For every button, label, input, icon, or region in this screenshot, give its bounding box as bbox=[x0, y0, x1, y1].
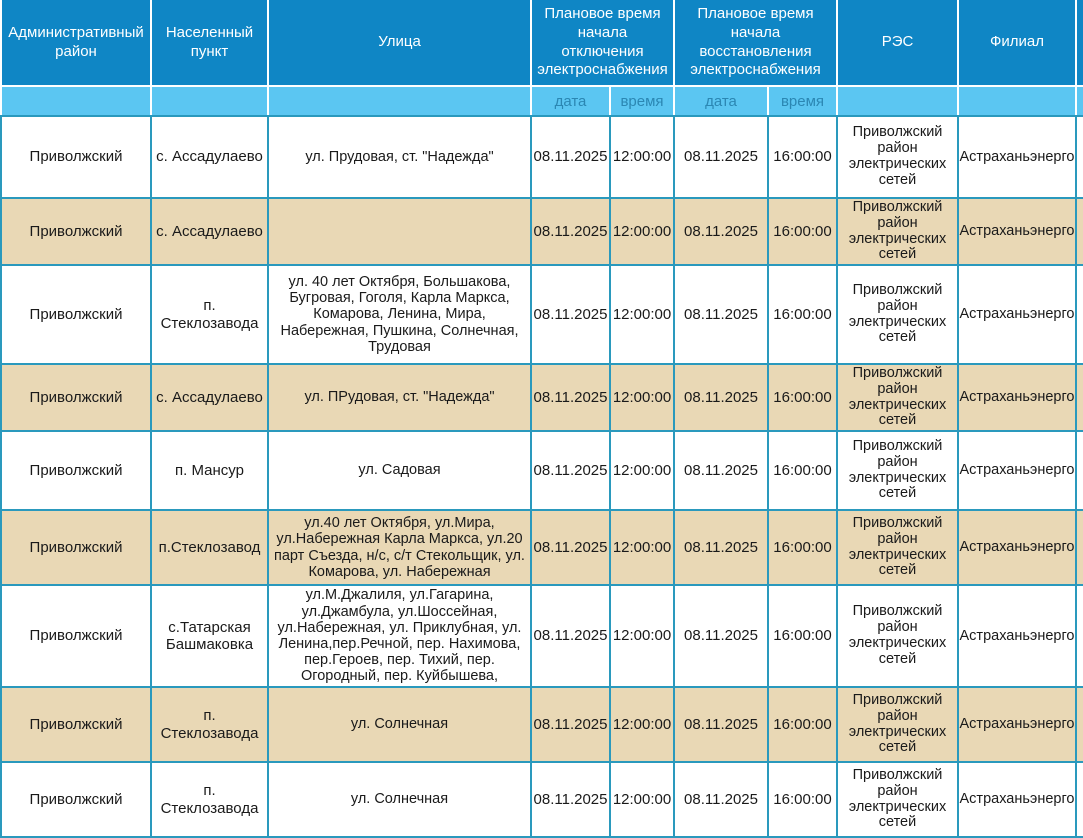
cell-street: ул. Садовая bbox=[269, 432, 530, 509]
cell-edge-sliver bbox=[1077, 266, 1083, 363]
cell-settlement: с. Ассадулаево bbox=[152, 199, 267, 264]
cell-street: ул.40 лет Октября, ул.Мира, ул.Набережная Карла Маркса, ул.20 парт Съезда, н/с, с/т Стекольщик, ул. Комарова, ул. Набережная bbox=[269, 511, 530, 584]
cell-settlement: п.Стеклозавод bbox=[152, 511, 267, 584]
cell-street bbox=[269, 199, 530, 264]
cell-district: Приволжский bbox=[2, 199, 150, 264]
cell-on-date: 08.11.2025 bbox=[675, 117, 767, 197]
cell-on-time: 16:00:00 bbox=[769, 688, 836, 761]
header-cell-restore-start: Плановое время начала восстановления электроснабжения bbox=[675, 0, 836, 85]
cell-on-time: 16:00:00 bbox=[769, 586, 836, 686]
cell-street: ул. Солнечная bbox=[269, 688, 530, 761]
cell-res: Приволжский район электрических сетей bbox=[838, 266, 957, 363]
subheader-empty-edge-sliver bbox=[1077, 87, 1083, 115]
cell-off-time: 12:00:00 bbox=[611, 266, 673, 363]
cell-on-date: 08.11.2025 bbox=[675, 365, 767, 430]
cell-edge-sliver bbox=[1077, 199, 1083, 264]
cell-settlement: с. Ассадулаево bbox=[152, 117, 267, 197]
cell-edge-sliver bbox=[1077, 688, 1083, 761]
subheader-empty-res bbox=[838, 87, 957, 115]
cell-on-date: 08.11.2025 bbox=[675, 266, 767, 363]
cell-branch: Астраханьэнерго bbox=[959, 586, 1075, 686]
cell-edge-sliver bbox=[1077, 763, 1083, 836]
cell-on-date: 08.11.2025 bbox=[675, 763, 767, 836]
cell-settlement: с.Татарская Башмаковка bbox=[152, 586, 267, 686]
cell-on-date: 08.11.2025 bbox=[675, 199, 767, 264]
table-header bbox=[0, 0, 1083, 115]
cell-street: ул. ПРудовая, ст. "Надежда" bbox=[269, 365, 530, 430]
cell-on-date: 08.11.2025 bbox=[675, 432, 767, 509]
subheader-empty-settlement bbox=[152, 87, 267, 115]
cell-on-date: 08.11.2025 bbox=[675, 688, 767, 761]
cell-off-date: 08.11.2025 bbox=[532, 763, 609, 836]
cell-edge-sliver bbox=[1077, 432, 1083, 509]
cell-off-time: 12:00:00 bbox=[611, 365, 673, 430]
cell-off-date: 08.11.2025 bbox=[532, 266, 609, 363]
subheader-on-date-label: дата bbox=[675, 87, 767, 115]
cell-on-time: 16:00:00 bbox=[769, 199, 836, 264]
cell-district: Приволжский bbox=[2, 586, 150, 686]
cell-branch: Астраханьэнерго bbox=[959, 432, 1075, 509]
cell-off-date: 08.11.2025 bbox=[532, 199, 609, 264]
cell-off-time: 12:00:00 bbox=[611, 432, 673, 509]
table-body bbox=[0, 115, 1083, 838]
cell-off-date: 08.11.2025 bbox=[532, 586, 609, 686]
cell-district: Приволжский bbox=[2, 432, 150, 509]
cell-res: Приволжский район электрических сетей bbox=[838, 117, 957, 197]
cell-on-time: 16:00:00 bbox=[769, 266, 836, 363]
cell-branch: Астраханьэнерго bbox=[959, 199, 1075, 264]
cell-street: ул.М.Джалиля, ул.Гагарина, ул.Джамбула, ул.Шоссейная, ул.Набережная, ул. Приклубная, ул. Ленина,пер.Речной, пер. Нахимова, пер.Героев, пер. Тихий, пер. Огородный, пер. Куйбышева, bbox=[269, 586, 530, 686]
cell-off-time: 12:00:00 bbox=[611, 117, 673, 197]
cell-district: Приволжский bbox=[2, 511, 150, 584]
header-cell-street: Улица bbox=[269, 0, 530, 85]
cell-district: Приволжский bbox=[2, 688, 150, 761]
cell-edge-sliver bbox=[1077, 365, 1083, 430]
cell-res: Приволжский район электрических сетей bbox=[838, 586, 957, 686]
cell-settlement: п. Мансур bbox=[152, 432, 267, 509]
cell-on-time: 16:00:00 bbox=[769, 365, 836, 430]
cell-off-time: 12:00:00 bbox=[611, 586, 673, 686]
cell-off-time: 12:00:00 bbox=[611, 688, 673, 761]
cell-off-date: 08.11.2025 bbox=[532, 365, 609, 430]
cell-street: ул. 40 лет Октября, Большакова, Бугровая, Гоголя, Карла Маркса, Комарова, Ленина, Мира, Набережная, Пушкина, Солнечная, Трудовая bbox=[269, 266, 530, 363]
cell-off-date: 08.11.2025 bbox=[532, 117, 609, 197]
cell-on-time: 16:00:00 bbox=[769, 763, 836, 836]
cell-street: ул. Солнечная bbox=[269, 763, 530, 836]
cell-res: Приволжский район электрических сетей bbox=[838, 688, 957, 761]
cell-street: ул. Прудовая, ст. "Надежда" bbox=[269, 117, 530, 197]
subheader-empty-branch bbox=[959, 87, 1075, 115]
cell-on-time: 16:00:00 bbox=[769, 117, 836, 197]
cell-district: Приволжский bbox=[2, 365, 150, 430]
cell-off-time: 12:00:00 bbox=[611, 199, 673, 264]
header-cell-edge-sliver bbox=[1077, 0, 1083, 85]
cell-district: Приволжский bbox=[2, 117, 150, 197]
cell-branch: Астраханьэнерго bbox=[959, 365, 1075, 430]
cell-on-time: 16:00:00 bbox=[769, 432, 836, 509]
cell-on-date: 08.11.2025 bbox=[675, 586, 767, 686]
cell-res: Приволжский район электрических сетей bbox=[838, 199, 957, 264]
subheader-empty-street bbox=[269, 87, 530, 115]
cell-edge-sliver bbox=[1077, 117, 1083, 197]
cell-branch: Астраханьэнерго bbox=[959, 688, 1075, 761]
header-cell-settlement: Населенный пункт bbox=[152, 0, 267, 85]
subheader-on-time-label: время bbox=[769, 87, 836, 115]
cell-on-time: 16:00:00 bbox=[769, 511, 836, 584]
cell-edge-sliver bbox=[1077, 511, 1083, 584]
cell-branch: Астраханьэнерго bbox=[959, 511, 1075, 584]
subheader-off-time-label: время bbox=[611, 87, 673, 115]
header-cell-branch: Филиал bbox=[959, 0, 1075, 85]
header-cell-district: Административный район bbox=[2, 0, 150, 85]
cell-on-date: 08.11.2025 bbox=[675, 511, 767, 584]
cell-settlement: п. Стеклозавода bbox=[152, 266, 267, 363]
cell-off-date: 08.11.2025 bbox=[532, 432, 609, 509]
subheader-off-date-label: дата bbox=[532, 87, 609, 115]
header-cell-res: РЭС bbox=[838, 0, 957, 85]
cell-res: Приволжский район электрических сетей bbox=[838, 432, 957, 509]
cell-off-time: 12:00:00 bbox=[611, 511, 673, 584]
cell-off-time: 12:00:00 bbox=[611, 763, 673, 836]
cell-district: Приволжский bbox=[2, 763, 150, 836]
cell-res: Приволжский район электрических сетей bbox=[838, 511, 957, 584]
cell-branch: Астраханьэнерго bbox=[959, 117, 1075, 197]
cell-off-date: 08.11.2025 bbox=[532, 688, 609, 761]
cell-branch: Астраханьэнерго bbox=[959, 266, 1075, 363]
cell-res: Приволжский район электрических сетей bbox=[838, 763, 957, 836]
cell-settlement: с. Ассадулаево bbox=[152, 365, 267, 430]
subheader-empty-district bbox=[2, 87, 150, 115]
cell-settlement: п. Стеклозавода bbox=[152, 763, 267, 836]
cell-off-date: 08.11.2025 bbox=[532, 511, 609, 584]
cell-district: Приволжский bbox=[2, 266, 150, 363]
cell-res: Приволжский район электрических сетей bbox=[838, 365, 957, 430]
header-cell-outage-start: Плановое время начала отключения электроснабжения bbox=[532, 0, 673, 85]
cell-settlement: п. Стеклозавода bbox=[152, 688, 267, 761]
cell-edge-sliver bbox=[1077, 586, 1083, 686]
cell-branch: Астраханьэнерго bbox=[959, 763, 1075, 836]
